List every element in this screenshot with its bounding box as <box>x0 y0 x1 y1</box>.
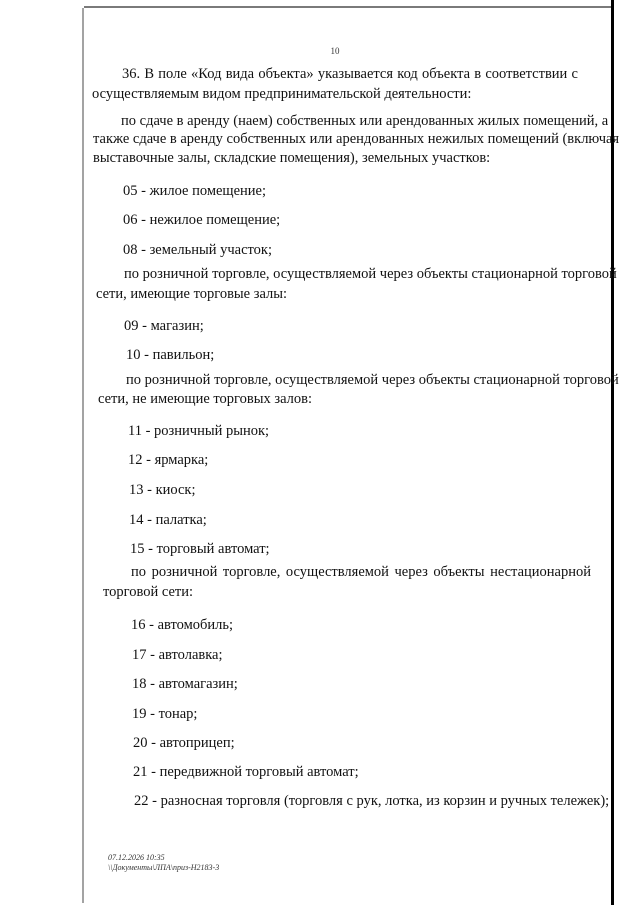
code-09: 09 - магазин; <box>124 318 204 334</box>
retail-nohalls-line1: по розничной торговле, осуществляемой через объекты стационарной торговой <box>126 372 619 388</box>
scan-edge-top <box>84 6 612 8</box>
rent-line3: выставочные залы, складские помещения), земельных участков: <box>93 150 491 166</box>
retail-mobile-line1: по розничной торговле, осуществляемой через объекты нестационарной <box>131 564 591 580</box>
footer-filepath: \\Документы\ЛПА\приз-Н2183-3 <box>108 863 220 872</box>
rent-line2: также сдаче в аренду собственных или арендованных нежилых помещений (включая <box>93 131 620 147</box>
retail-halls-line2: сети, имеющие торговые залы: <box>96 286 288 302</box>
para36-line2: осуществляемым видом предпринимательской деятельности: <box>92 86 472 102</box>
code-13: 13 - киоск; <box>129 482 196 498</box>
footer-timestamp: 07.12.2026 10:35 <box>108 853 165 862</box>
code-10: 10 - павильон; <box>126 347 215 363</box>
code-20: 20 - автоприцеп; <box>133 735 235 751</box>
code-06: 06 - нежилое помещение; <box>123 212 281 228</box>
code-12: 12 - ярмарка; <box>128 452 209 468</box>
code-08: 08 - земельный участок; <box>123 242 272 258</box>
para36-line1: 36. В поле «Код вида объекта» указывается код объекта в соответствии с <box>122 66 578 82</box>
code-18: 18 - автомагазин; <box>132 676 238 692</box>
code-14: 14 - палатка; <box>129 512 207 528</box>
code-19: 19 - тонар; <box>132 706 198 722</box>
rent-line1: по сдаче в аренду (наем) собственных или арендованных жилых помещений, а <box>121 113 609 129</box>
retail-nohalls-line2: сети, не имеющие торговых залов: <box>98 391 313 407</box>
scan-edge-left <box>82 8 84 903</box>
code-05: 05 - жилое помещение; <box>123 183 267 199</box>
code-15: 15 - торговый автомат; <box>130 541 270 557</box>
code-21: 21 - передвижной торговый автомат; <box>133 764 359 780</box>
code-11: 11 - розничный рынок; <box>128 423 270 439</box>
code-22: 22 - разносная торговля (торговля с рук, лотка, из корзин и ручных тележек); <box>134 793 610 809</box>
retail-halls-line1: по розничной торговле, осуществляемой через объекты стационарной торговой <box>124 266 617 282</box>
page-number: 10 <box>330 46 340 56</box>
code-17: 17 - автолавка; <box>132 647 223 663</box>
retail-mobile-line2: торговой сети: <box>103 584 194 600</box>
code-16: 16 - автомобиль; <box>131 617 234 633</box>
